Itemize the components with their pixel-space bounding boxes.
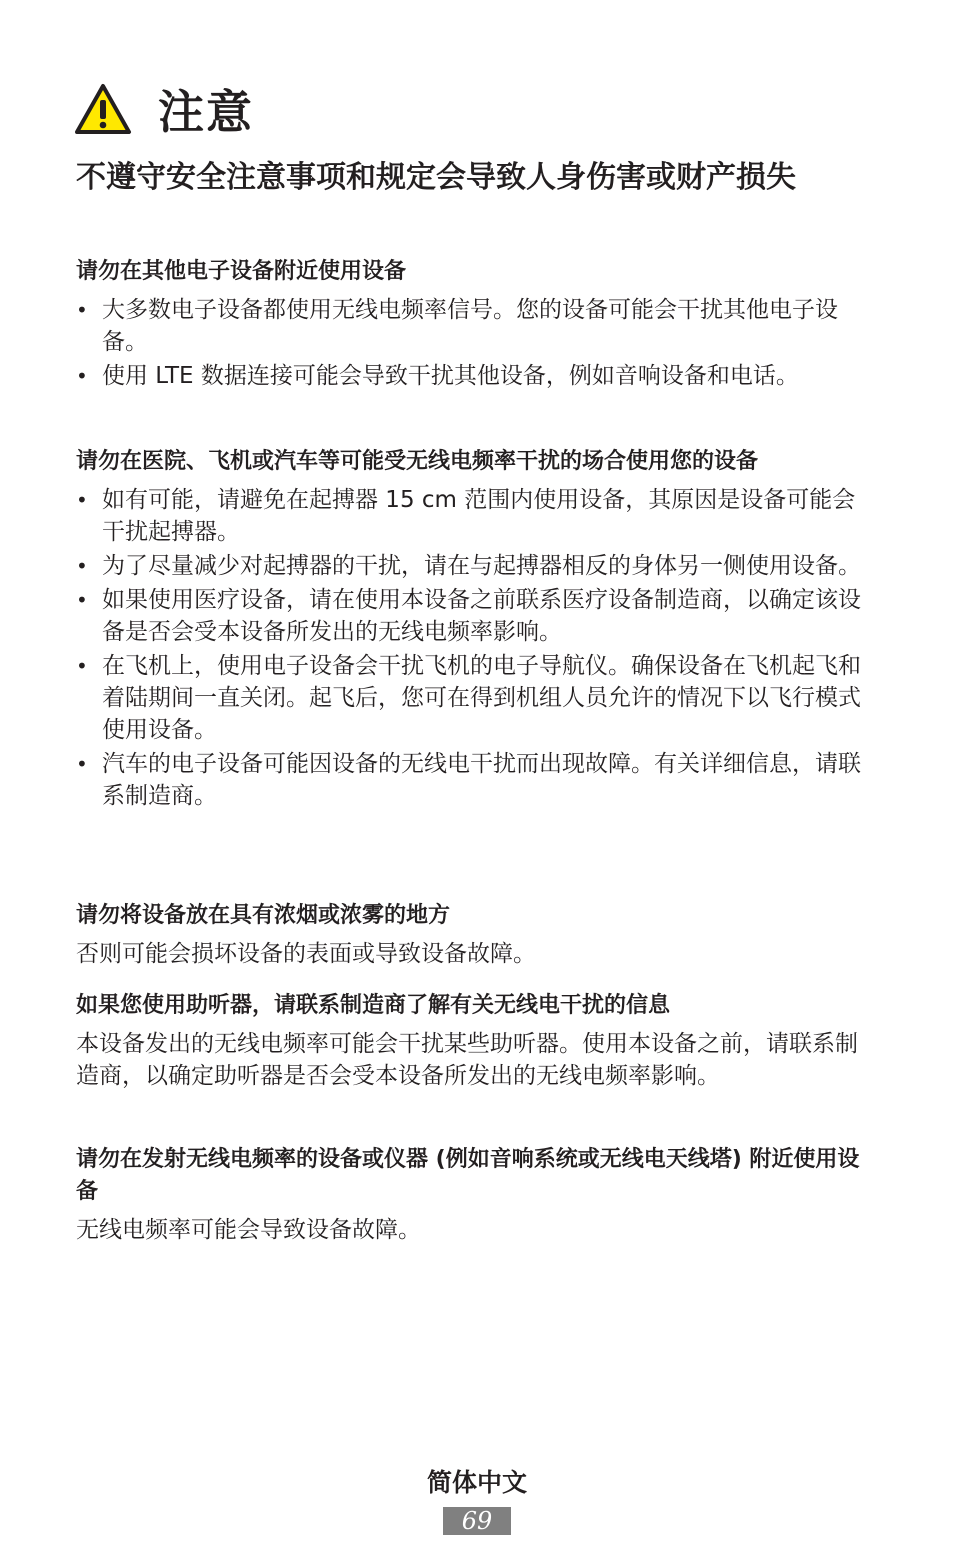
title-row <box>74 78 254 140</box>
page-title: 注意 <box>158 85 254 139</box>
section-hospital-aircraft-vehicle <box>76 446 876 814</box>
bullet-icon: • <box>76 588 88 612</box>
section-heading: 请勿在医院、飞机或汽车等可能受无线电频率干扰的场合使用您的设备 <box>76 449 759 474</box>
page-subtitle: 不遵守安全注意事项和规定会导致人身伤害或财产损失 <box>76 160 796 195</box>
list-item: • 如果使用医疗设备，请在使用本设备之前联系医疗设备制造商，以确定该设备是否会受本设备所发出的无线电频率影响。 <box>76 584 876 648</box>
section-heading: 如果您使用助听器，请联系制造商了解有关无线电干扰的信息 <box>76 993 671 1018</box>
bullet-icon: • <box>76 488 88 512</box>
bullet-icon: • <box>76 654 88 678</box>
bullet-icon: • <box>76 554 88 578</box>
page-number: 69 <box>443 1507 511 1535</box>
section-hearing-aids <box>76 990 876 1092</box>
section-heading: 请勿在其他电子设备附近使用设备 <box>76 259 407 284</box>
list-item: • 为了尽量减少对起搏器的干扰，请在与起搏器相反的身体另一侧使用设备。 <box>76 550 876 582</box>
bullet-icon: • <box>76 364 88 388</box>
section-heading: 请勿在发射无线电频率的设备或仪器 (例如音响系统或无线电天线塔) 附近使用设备 <box>76 1147 860 1204</box>
list-item: • 汽车的电子设备可能因设备的无线电干扰而出现故障。有关详细信息，请联系制造商。 <box>76 748 876 812</box>
list-item: • 大多数电子设备都使用无线电频率信号。您的设备可能会干扰其他电子设备。 <box>76 294 876 358</box>
section-text: 无线电频率可能会导致设备故障。 <box>76 1217 421 1243</box>
section-smoke-fog <box>76 900 876 970</box>
footer-language: 简体中文 <box>426 1468 527 1497</box>
section-text: 本设备发出的无线电频率可能会干扰某些助听器。使用本设备之前，请联系制造商，以确定助听器是否会受本设备所发出的无线电频率影响。 <box>76 1031 858 1089</box>
bullet-icon: • <box>76 298 88 322</box>
bullet-list <box>76 484 876 812</box>
bullet-list <box>76 294 876 392</box>
bullet-icon: • <box>76 752 88 776</box>
warning-triangle-icon <box>74 83 132 135</box>
section-nearby-electronics <box>76 256 876 394</box>
section-radio-transmitters <box>76 1144 876 1246</box>
section-heading: 请勿将设备放在具有浓烟或浓雾的地方 <box>76 903 451 928</box>
section-text: 否则可能会损坏设备的表面或导致设备故障。 <box>76 941 536 967</box>
list-item: • 在飞机上，使用电子设备会干扰飞机的电子导航仪。确保设备在飞机起飞和着陆期间一直关闭。起飞后，您可在得到机组人员允许的情况下以飞行模式使用设备。 <box>76 650 876 746</box>
list-item: • 如有可能，请避免在起搏器 15 cm 范围内使用设备，其原因是设备可能会干扰起搏器。 <box>76 484 876 548</box>
list-item: • 使用 LTE 数据连接可能会导致干扰其他设备，例如音响设备和电话。 <box>76 360 876 392</box>
